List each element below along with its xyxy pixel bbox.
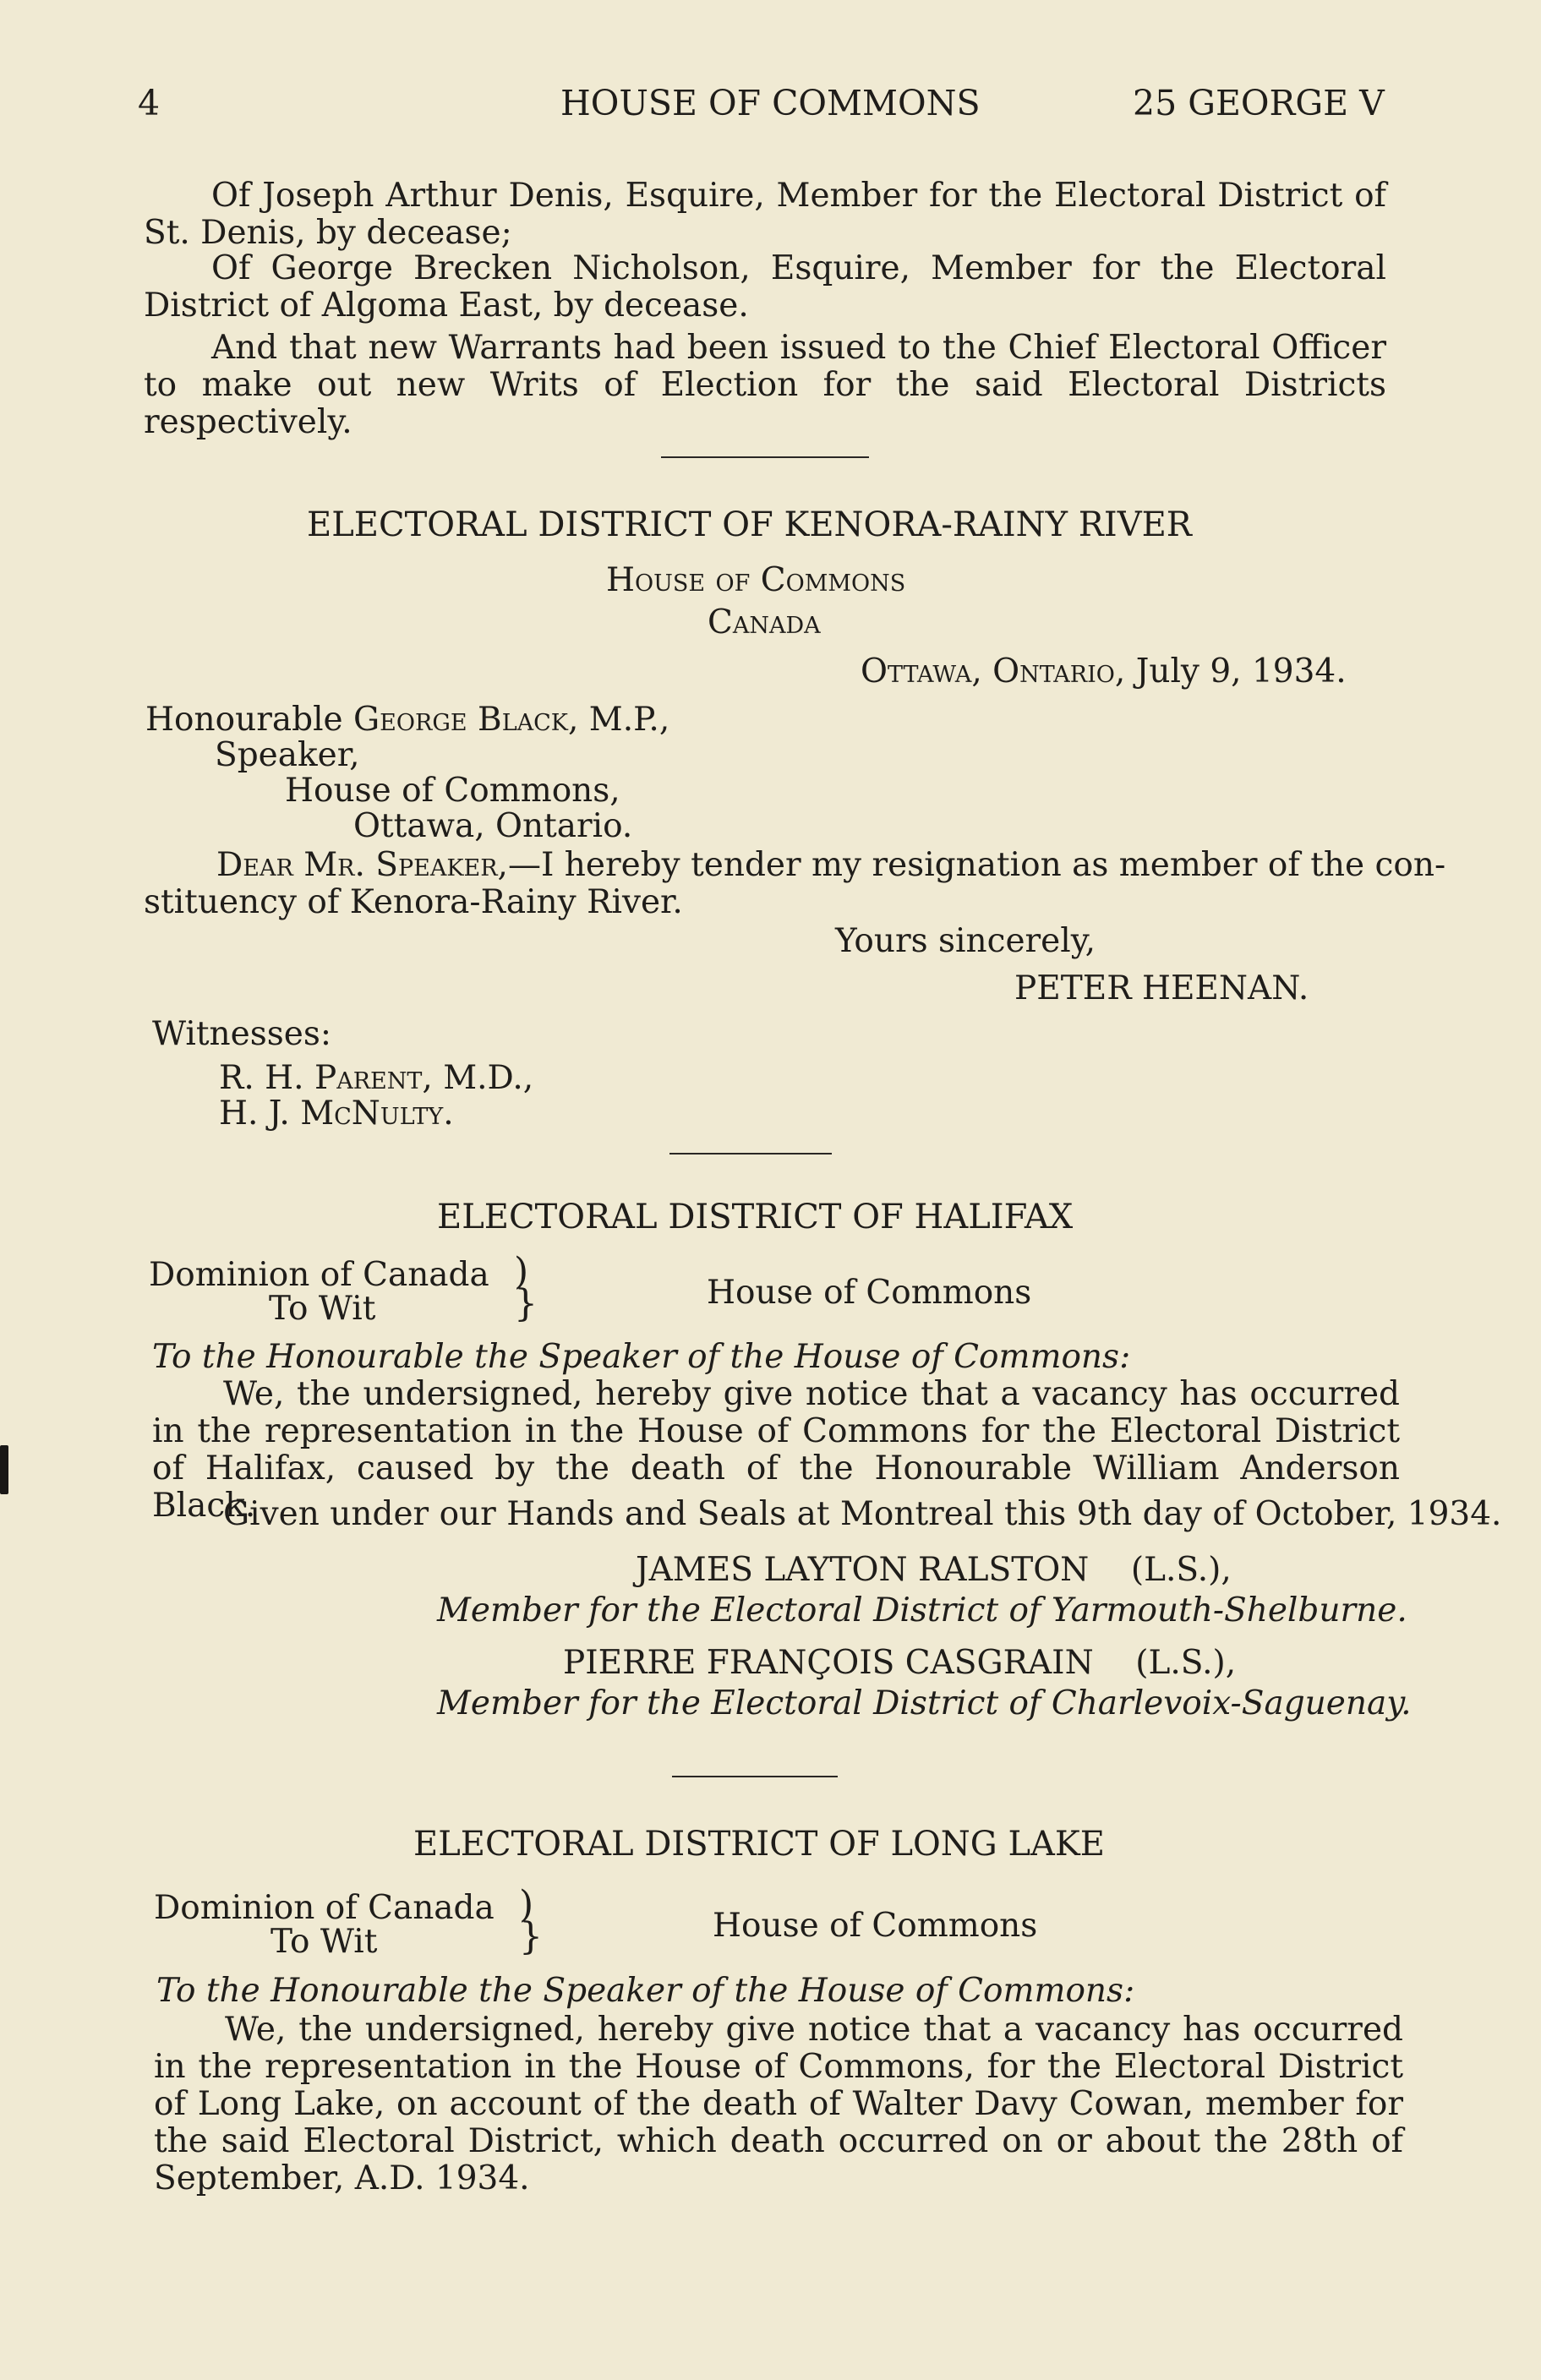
intro-paragraph-2: Of George Brecken Nicholson, Esquire, Member for the Electoral District of Algoma East, by decease.	[144, 249, 1386, 325]
section-divider	[661, 456, 869, 458]
witness-2	[219, 1095, 454, 1133]
letter-dateline	[861, 653, 1347, 691]
section-heading: ELECTORAL DISTRICT OF LONG LAKE	[413, 1825, 1106, 1864]
letter-date: July 9, 1934.	[1135, 652, 1347, 691]
signer-2-role: Member for the Electoral District of Charlevoix-Saguenay.	[437, 1684, 1412, 1722]
intro-paragraph-1: Of Joseph Arthur Denis, Esquire, Member for the Electoral District of St. Denis, by decease;	[144, 177, 1386, 252]
letterhead-canada: Canada	[708, 603, 821, 641]
speaker-address: To the Honourable the Speaker of the House of Commons:	[156, 1972, 1135, 2010]
letter-place: Ottawa, Ontario,	[861, 652, 1126, 691]
venue-to-wit: To Wit	[269, 1290, 376, 1328]
addressee-house: House of Commons,	[285, 772, 620, 810]
venue-dominion: Dominion of Canada	[154, 1889, 495, 1927]
witness-2-initials: H. J.	[219, 1094, 290, 1133]
signer-1-seal: (L.S.),	[1130, 1551, 1232, 1589]
signer-1-name: JAMES LAYTON RALSTON	[636, 1551, 1090, 1589]
page-number: 4	[138, 83, 161, 123]
letter-body-line-2: stituency of Kenora-Rainy River.	[144, 883, 683, 921]
witness-2-name: McNulty.	[300, 1094, 454, 1133]
section-heading: ELECTORAL DISTRICT OF KENORA-RAINY RIVER	[307, 505, 1192, 544]
section-heading: ELECTORAL DISTRICT OF HALIFAX	[437, 1198, 1074, 1236]
venue-house: House of Commons	[713, 1907, 1038, 1945]
letterhead-house: House of Commons	[606, 561, 906, 599]
addressee-name: George Black,	[353, 701, 579, 739]
letter-body-text: —I hereby tender my resignation as member of the con-	[507, 846, 1446, 884]
regnal-year: 25 GEORGE V	[1133, 83, 1385, 123]
addressee-honourable: Honourable	[145, 701, 343, 739]
venue-brace: ) }	[519, 1883, 543, 1958]
signer-2-seal: (L.S.),	[1135, 1644, 1237, 1682]
venue-house: House of Commons	[707, 1274, 1032, 1312]
letter-closing: Yours sincerely,	[835, 922, 1096, 960]
signer-2-name: PIERRE FRANÇOIS CASGRAIN	[563, 1644, 1094, 1682]
venue-brace: ) }	[514, 1250, 538, 1325]
venue-to-wit: To Wit	[270, 1923, 378, 1961]
witness-1-initials: R. H.	[219, 1059, 304, 1097]
letter-signature: PETER HEENAN.	[1014, 969, 1309, 1007]
notice-body: We, the undersigned, hereby give notice that a vacancy has occurred in the representation in the House of Commons, for the Electoral District of Long Lake, on account of the death of Walter Davy Cowan, member for the said Electoral District, which death occurred on or about the 28th of September, A.D. 1934.	[154, 2011, 1403, 2197]
section-divider	[669, 1153, 832, 1155]
addressee-title: Speaker,	[215, 736, 360, 774]
signer-1-line	[636, 1552, 1232, 1589]
witness-1	[219, 1060, 533, 1097]
section-divider	[672, 1776, 838, 1777]
addressee-city: Ottawa, Ontario.	[353, 807, 633, 845]
margin-ink-mark	[0, 1445, 8, 1494]
witness-1-name: Parent,	[314, 1059, 433, 1097]
signer-2-line	[563, 1645, 1236, 1682]
letter-body-line-1	[216, 847, 1445, 884]
intro-paragraph-3: And that new Warrants had been issued to the Chief Electoral Officer to make out new Writs of Election for the said Electoral Districts respectively.	[144, 329, 1386, 441]
addressee-mp: M.P.,	[588, 701, 670, 739]
speaker-address: To the Honourable the Speaker of the House of Commons:	[152, 1338, 1131, 1376]
running-title: HOUSE OF COMMONS	[560, 83, 981, 123]
signer-1-role: Member for the Electoral District of Yarmouth-Shelburne.	[437, 1591, 1407, 1629]
witnesses-label: Witnesses:	[152, 1015, 332, 1053]
notice-body: We, the undersigned, hereby give notice that a vacancy has occurred in the representation in the House of Commons for the Electoral District of Halifax, caused by the death of the Honourable William Anderson Black.	[152, 1375, 1400, 1525]
given-under-seal: Given under our Hands and Seals at Montreal this 9th day of October, 1934.	[223, 1495, 1502, 1533]
venue-dominion: Dominion of Canada	[149, 1256, 489, 1294]
addressee-line	[145, 701, 669, 739]
salutation: Dear Mr. Speaker,	[216, 846, 508, 884]
witness-1-suffix: M.D.,	[443, 1059, 534, 1097]
